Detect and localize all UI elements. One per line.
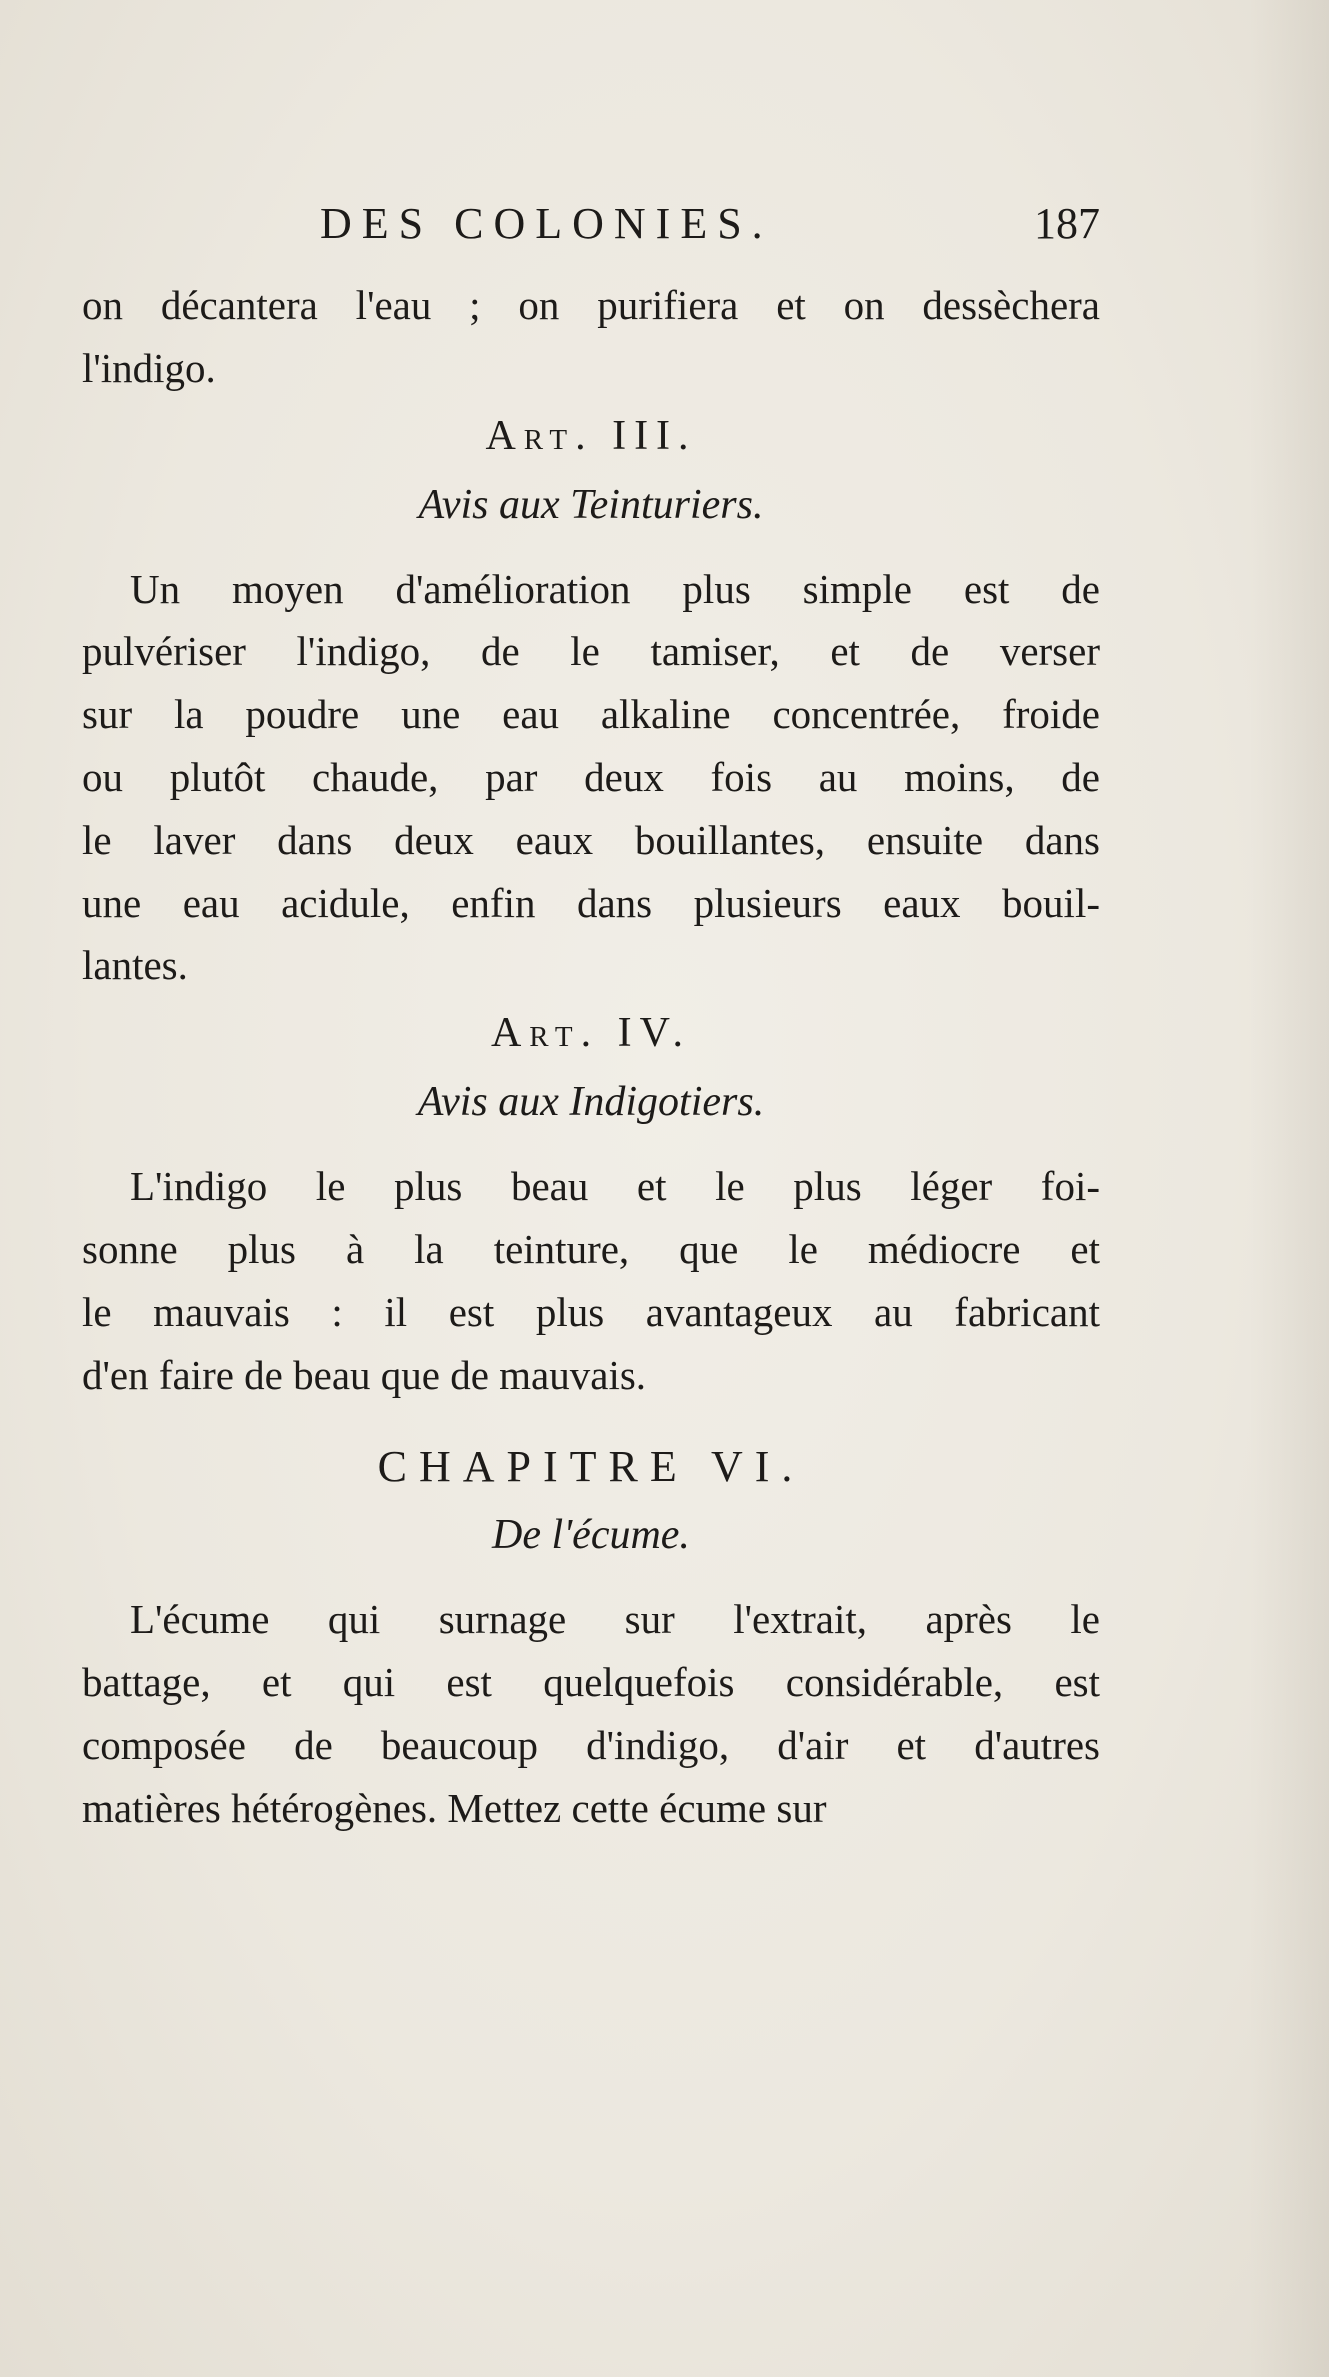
page-number: 187 — [1034, 199, 1100, 248]
page-body — [82, 274, 1100, 1840]
text-line: le laver dans deux eaux bouillantes, ensuite dans — [82, 816, 1100, 863]
text-line: on décantera l'eau ; on purifiera et on dessèchera — [82, 282, 1100, 328]
paragraph — [82, 1588, 1100, 1839]
text-line: le mauvais : il est plus avantageux au fabricant — [82, 1288, 1100, 1335]
text-line: matières hétérogènes. Mettez cette écume sur — [82, 1784, 827, 1831]
paragraph — [82, 1155, 1100, 1406]
text-line: L'indigo le plus beau et le plus léger foi- — [130, 1163, 1100, 1210]
text-line: sur la poudre une eau alkaline concentrée, froide — [82, 691, 1100, 738]
text-line: pulvériser l'indigo, de le tamiser, et de verser — [82, 628, 1100, 675]
paragraph — [82, 558, 1100, 998]
text-line: ou plutôt chaude, par deux fois au moins, de — [82, 753, 1100, 800]
text-line: sonne plus à la teinture, que le médiocre et — [82, 1225, 1100, 1272]
running-head — [82, 198, 1100, 268]
text-line: composée de beaucoup d'indigo, d'air et d'autres — [82, 1721, 1100, 1768]
text-line: l'indigo. — [82, 344, 216, 391]
text-line: d'en faire de beau que de mauvais. — [82, 1351, 647, 1398]
article-heading: Art. III. — [485, 412, 697, 459]
page-edge-shadow — [1249, 0, 1329, 2377]
text-line: une eau acidule, enfin dans plusieurs eaux bouil- — [82, 879, 1100, 926]
text-line: Un moyen d'amélioration plus simple est de — [130, 565, 1100, 612]
section-subheading: De l'écume. — [492, 1512, 690, 1559]
running-head-title: DES COLONIES. — [320, 199, 773, 248]
article-heading: Art. IV. — [490, 1010, 692, 1057]
text-line: lantes. — [82, 942, 188, 989]
chapter-heading: CHAPITRE VI. — [377, 1442, 805, 1492]
paragraph — [82, 274, 1100, 400]
text-line: L'écume qui surnage sur l'extrait, après le — [130, 1596, 1100, 1643]
section-subheading: Avis aux Indigotiers. — [417, 1079, 765, 1126]
text-line: battage, et qui est quelquefois considérable, est — [82, 1659, 1100, 1706]
section-subheading: Avis aux Teinturiers. — [418, 481, 764, 528]
